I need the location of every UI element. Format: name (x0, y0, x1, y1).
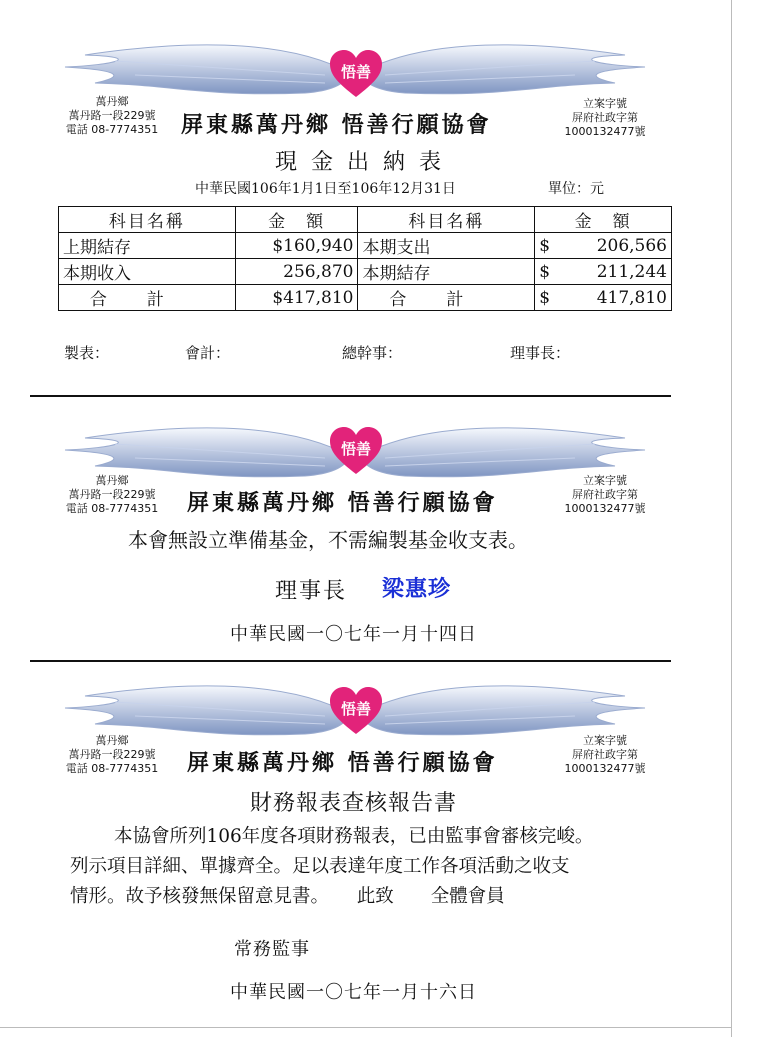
page-border-right (731, 0, 732, 1037)
header-amount-left: 金 額 (235, 207, 358, 233)
letterhead-3 (55, 676, 655, 776)
address-street: 萬丹路一段229號 (68, 488, 156, 501)
audit-line-3: 情形。故予核發無保留意見書。 此致 全體會員 (70, 886, 505, 907)
total-amount-left: $417,810 (235, 285, 358, 311)
registration-authority: 屏府社政字第 (572, 488, 638, 501)
registration-number: 1000132477號 (564, 125, 646, 138)
heart-logo-text: 悟善 (340, 63, 371, 81)
letterhead-address (57, 474, 167, 516)
letterhead-1 (55, 35, 655, 138)
cash-statement-table (58, 206, 672, 311)
audit-line-1-text: 本協會所列106年度各項財務報表，已由監事會審核完峻。 (114, 826, 594, 847)
table-total-row (59, 285, 672, 311)
registration-label: 立案字號 (583, 734, 627, 747)
total-label-right: 合計 (358, 285, 535, 311)
table-row (59, 259, 672, 285)
signer-accounting: 會計： (185, 344, 231, 362)
left-item: 上期結存 (59, 233, 236, 259)
dollar-sign: $ (539, 235, 551, 256)
right-amount-cell (535, 233, 672, 259)
address-street: 萬丹路一段229號 (68, 748, 156, 761)
letterhead-registration (555, 734, 655, 776)
audit-line-1 (70, 822, 670, 852)
address-town: 萬丹鄉 (95, 734, 129, 747)
chairman-signature: 梁惠珍 (382, 576, 452, 602)
letterhead-address (57, 734, 167, 776)
right-item: 本期支出 (358, 233, 535, 259)
audit-line-2: 列示項目詳細、單據齊全。足以表達年度工作各項活動之收支 (70, 856, 570, 877)
audit-report-body (70, 822, 670, 912)
audit-date: 中華民國一〇七年一月十六日 (230, 982, 477, 1003)
heart-logo-icon (328, 49, 384, 99)
header-item-left: 科目名稱 (59, 207, 236, 233)
supervisor-label: 常務監事 (234, 939, 310, 960)
organization-name: 屏東縣萬丹鄉 悟善行願協會 (187, 750, 498, 776)
heart-logo-icon (328, 426, 384, 476)
audit-report-title: 財務報表查核報告書 (250, 791, 458, 816)
section-divider (30, 660, 671, 662)
signer-prepared: 製表： (64, 344, 110, 362)
total-amount-right-cell (535, 285, 672, 311)
total-label-left: 合計 (59, 285, 236, 311)
page-border-bottom (0, 1027, 732, 1028)
address-phone: 電話 08-7774351 (65, 502, 159, 515)
letterhead-registration (555, 97, 655, 139)
left-item: 本期收入 (59, 259, 236, 285)
registration-label: 立案字號 (583, 97, 627, 110)
address-town: 萬丹鄉 (95, 95, 129, 108)
dollar-sign: $ (539, 261, 551, 282)
address-phone: 電話 08-7774351 (65, 123, 159, 136)
letterhead-registration (555, 474, 655, 516)
left-amount: $160,940 (235, 233, 358, 259)
statement-period: 中華民國106年1月1日至106年12月31日 (195, 181, 456, 197)
dollar-sign: $ (539, 287, 551, 308)
chairman-label: 理事長 (275, 579, 348, 604)
table-header-row (59, 207, 672, 233)
right-amount: 211,244 (596, 261, 667, 282)
section-divider (30, 395, 671, 397)
signer-secretary: 總幹事： (342, 344, 403, 362)
registration-number: 1000132477號 (564, 762, 646, 775)
total-amount-right: 417,810 (596, 287, 667, 308)
address-phone: 電話 08-7774351 (65, 762, 159, 775)
registration-label: 立案字號 (583, 474, 627, 487)
statement-unit: 單位：元 (548, 181, 604, 197)
header-item-right: 科目名稱 (358, 207, 535, 233)
heart-logo-icon (328, 686, 384, 736)
signer-chairman: 理事長： (510, 344, 571, 362)
address-town: 萬丹鄉 (95, 474, 129, 487)
letterhead-2 (55, 418, 655, 518)
letterhead-address (57, 95, 167, 137)
header-amount-right: 金 額 (535, 207, 672, 233)
organization-name: 屏東縣萬丹鄉 悟善行願協會 (187, 490, 498, 516)
reserve-statement: 本會無設立準備基金，不需編製基金收支表。 (128, 528, 528, 552)
right-amount-cell (535, 259, 672, 285)
right-item: 本期結存 (358, 259, 535, 285)
registration-number: 1000132477號 (564, 502, 646, 515)
right-amount: 206,566 (596, 235, 667, 256)
organization-name: 屏東縣萬丹鄉 悟善行願協會 (181, 112, 492, 138)
heart-logo-text: 悟善 (340, 440, 371, 458)
cash-statement-title: 現金出納表 (275, 150, 456, 175)
table-row (59, 233, 672, 259)
registration-authority: 屏府社政字第 (572, 748, 638, 761)
registration-authority: 屏府社政字第 (572, 111, 638, 124)
left-amount: 256,870 (235, 259, 358, 285)
address-street: 萬丹路一段229號 (68, 109, 156, 122)
reserve-date: 中華民國一〇七年一月十四日 (230, 624, 477, 645)
heart-logo-text: 悟善 (340, 700, 371, 718)
